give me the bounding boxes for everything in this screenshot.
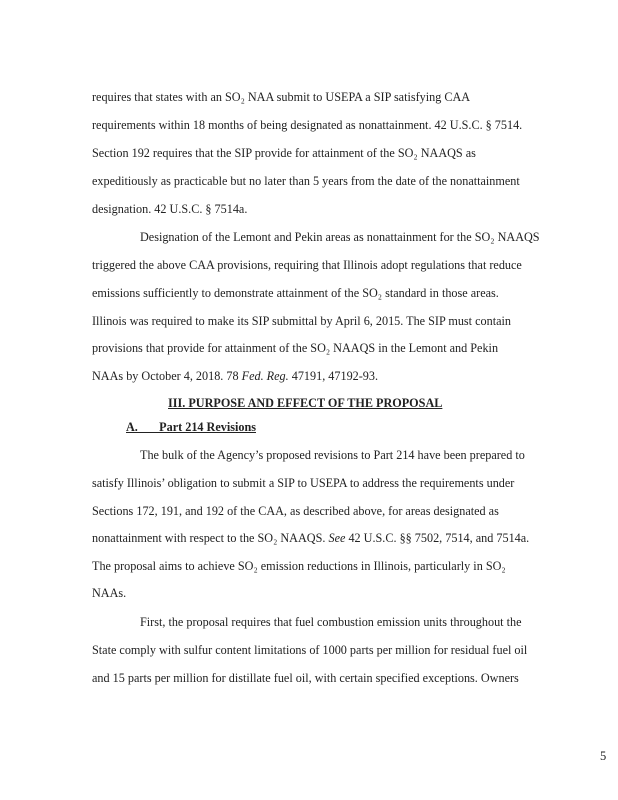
italic-citation: Fed. Reg. [241, 369, 289, 383]
body-line: requires that states with an SO₂ NAA submit to USEPA a SIP satisfying CAA [92, 90, 471, 104]
italic-signal: See [328, 531, 346, 545]
paragraph-start: First, the proposal requires that fuel combustion emission units throughout the [140, 615, 522, 629]
body-line: Section 192 requires that the SIP provide for attainment of the SO₂ NAAQS as [92, 146, 476, 160]
body-line: satisfy Illinois’ obligation to submit a SIP to USEPA to address the requirements under [92, 476, 515, 490]
page-number: 5 [600, 749, 607, 763]
body-line: expeditiously as practicable but no later than 5 years from the date of the nonattainment [92, 174, 520, 188]
body-line: Sections 172, 191, and 192 of the CAA, as described above, for areas designated as [92, 504, 499, 518]
body-line: and 15 parts per million for distillate fuel oil, with certain specified exceptions. Owners [92, 671, 519, 685]
body-line: triggered the above CAA provisions, requiring that Illinois adopt regulations that reduce [92, 258, 522, 272]
body-line: Illinois was required to make its SIP submittal by April 6, 2015. The SIP must contain [92, 314, 511, 328]
body-line-citation [92, 531, 529, 545]
body-line: emissions sufficiently to demonstrate attainment of the SO₂ standard in those areas. [92, 286, 499, 300]
section-heading: III. PURPOSE AND EFFECT OF THE PROPOSAL [168, 396, 443, 410]
text: NAAs by October 4, 2018. 78 [92, 369, 242, 383]
body-line: NAAs. [92, 586, 127, 600]
body-line: State comply with sulfur content limitations of 1000 parts per million for residual fuel oil [92, 643, 528, 657]
paragraph-start: The bulk of the Agency’s proposed revisions to Part 214 have been prepared to [140, 448, 525, 462]
subsection-heading: A. Part 214 Revisions [126, 420, 256, 434]
body-line: designation. 42 U.S.C. § 7514a. [92, 202, 248, 216]
body-line-citation [92, 369, 378, 383]
text: 47191, 47192-93. [288, 369, 379, 383]
body-line: The proposal aims to achieve SO₂ emission reductions in Illinois, particularly in SO₂ [92, 559, 506, 573]
paragraph-start: Designation of the Lemont and Pekin areas as nonattainment for the SO₂ NAAQS [140, 230, 540, 244]
text: nonattainment with respect to the SO₂ NAAQS. [92, 531, 329, 545]
text: 42 U.S.C. §§ 7502, 7514, and 7514a. [345, 531, 530, 545]
body-line: requirements within 18 months of being designated as nonattainment. 42 U.S.C. § 7514. [92, 118, 523, 132]
body-line: provisions that provide for attainment of the SO₂ NAAQS in the Lemont and Pekin [92, 341, 499, 355]
